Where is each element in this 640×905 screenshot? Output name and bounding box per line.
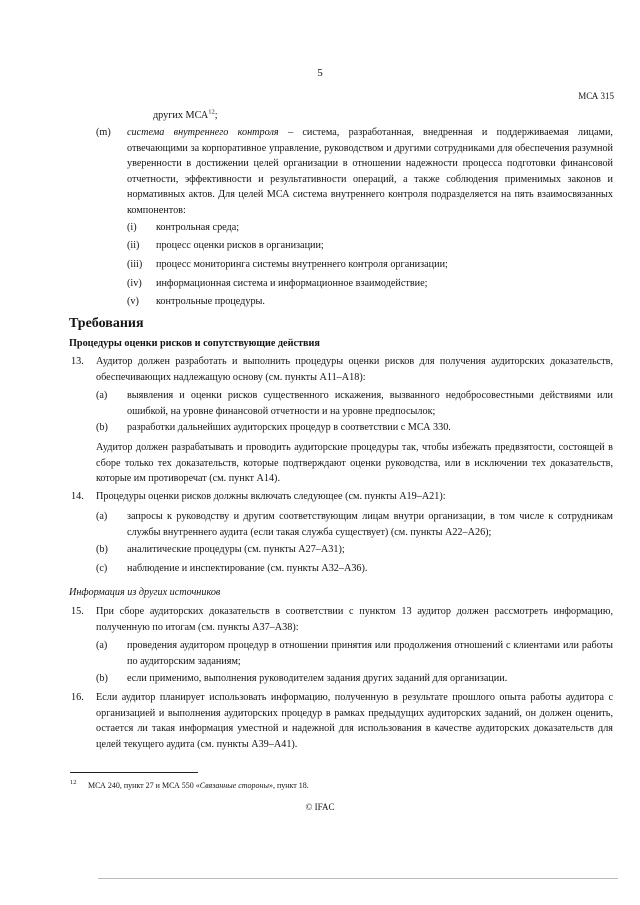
paragraph-14: Процедуры оценки рисков должны включать следующее (см. пункты А19–А21): [96, 491, 446, 502]
list-item: наблюдение и инспектирование (см. пункты А32–А36). [127, 563, 368, 574]
document-code: МСА 315 [578, 91, 614, 101]
component-label: (iii) [127, 259, 143, 270]
item-label: (a) [96, 640, 108, 651]
definition-label: (m) [96, 127, 111, 138]
definition-term: система внутреннего контроля [127, 127, 279, 138]
item-label: (b) [96, 673, 108, 684]
paragraph-13: Аудитор должен разработать и выполнить процедуры оценки рисков для получения аудиторских доказательств, обеспечивающих надлежащую основу (см. пункты А11–А18): [96, 356, 613, 383]
paragraph-number: 14. [71, 491, 84, 502]
component-label: (iv) [127, 278, 142, 289]
list-item: запросы к руководству и другим соответствующим лицам внутри организации, в том числе к сотрудникам службы внутреннего аудита (если такая служба существует) (см. пункты А22–А26); [127, 511, 613, 538]
component-item: информационная система и информационное взаимодействие; [156, 278, 428, 289]
continuation-line [153, 108, 218, 124]
continuation-tail: ; [214, 110, 218, 121]
footnote-text-b: », пункт 18. [268, 781, 309, 790]
footnote-reference: 12 [208, 108, 215, 116]
scan-edge-line [98, 878, 618, 879]
component-label: (v) [127, 296, 139, 307]
paragraph-16: Если аудитор планирует использовать информацию, полученную в результате прошлого опыта работы аудитора с организацией и выполнения аудиторских процедур в рамках предыдущих аудиторских заданий, он должен оценить, остается ли такая информация уместной и надежной для использования в качестве аудиторских доказательств для целей текущего аудита (см. пункты А39–А41). [96, 692, 613, 750]
copyright: © IFAC [305, 802, 335, 812]
paragraph-15: При сборе аудиторских доказательств в соответствии с пунктом 13 аудитор должен рассмотреть информацию, полученную по итогам (см. пункты А37–А38): [96, 606, 613, 633]
component-label: (ii) [127, 240, 140, 251]
footnote-text [88, 780, 309, 791]
footnote-number: 12 [70, 779, 77, 786]
component-item: процесс оценки рисков в организации; [156, 240, 324, 251]
subsection-heading-other-sources: Информация из других источников [69, 587, 221, 598]
section-heading: Требования [69, 316, 144, 331]
definition-m [127, 125, 613, 219]
list-item: выявления и оценки рисков существенного искажения, вызванного недобросовестными действиями или ошибкой, на уровне финансовой отчетности и на уровне предпосылок; [127, 390, 613, 417]
list-item: проведения аудитором процедур в отношении принятия или продолжения отношений с клиентами или работы по аудиторским заданиям; [127, 640, 613, 667]
subsection-heading: Процедуры оценки рисков и сопутствующие действия [69, 338, 320, 349]
component-label: (i) [127, 222, 137, 233]
paragraph-number: 15. [71, 606, 84, 617]
footnote-text-a: МСА 240, пункт 27 и МСА 550 « [88, 781, 200, 790]
paragraph-number: 16. [71, 692, 84, 703]
paragraph-13-closing: Аудитор должен разрабатывать и проводить аудиторские процедуры так, чтобы избежать предвзятости, состоящей в сборе только тех доказательств, которые подтверждают оценки руководства, или в исключении тех доказательств, которые им противоречат (см. пункт А14). [96, 442, 613, 485]
component-item: контрольная среда; [156, 222, 240, 233]
item-label: (c) [96, 563, 108, 574]
paragraph-number: 13. [71, 356, 84, 367]
definition-text: – система, разработанная, внедренная и поддерживаемая лицами, отвечающими за корпоративное управление, руководством и другими сотрудниками для обеспечения разумной уверенности в достижении целей организации в отношении надежности процесса подготовки финансовой отчетности, эффективности и результативности операций, а также соблюдения применимых законов и нормативных актов. Для целей МСА система внутреннего контроля подразделяется на пять взаимосвязанных компонентов: [127, 127, 613, 216]
component-item: процесс мониторинга системы внутреннего контроля организации; [156, 259, 448, 270]
footnote-separator [70, 772, 198, 773]
list-item: разработки дальнейших аудиторских процедур в соответствии с МСА 330. [127, 422, 451, 433]
item-label: (b) [96, 422, 108, 433]
item-label: (a) [96, 390, 108, 401]
component-item: контрольные процедуры. [156, 296, 265, 307]
item-label: (b) [96, 544, 108, 555]
list-item: если применимо, выполнения руководителем задания других заданий для организации. [127, 673, 508, 684]
page-number: 5 [317, 67, 323, 79]
item-label: (a) [96, 511, 108, 522]
footnote-text-italic: Связанные стороны [199, 781, 269, 790]
list-item: аналитические процедуры (см. пункты А27–А31); [127, 544, 345, 555]
continuation-text: других МСА [153, 110, 209, 121]
